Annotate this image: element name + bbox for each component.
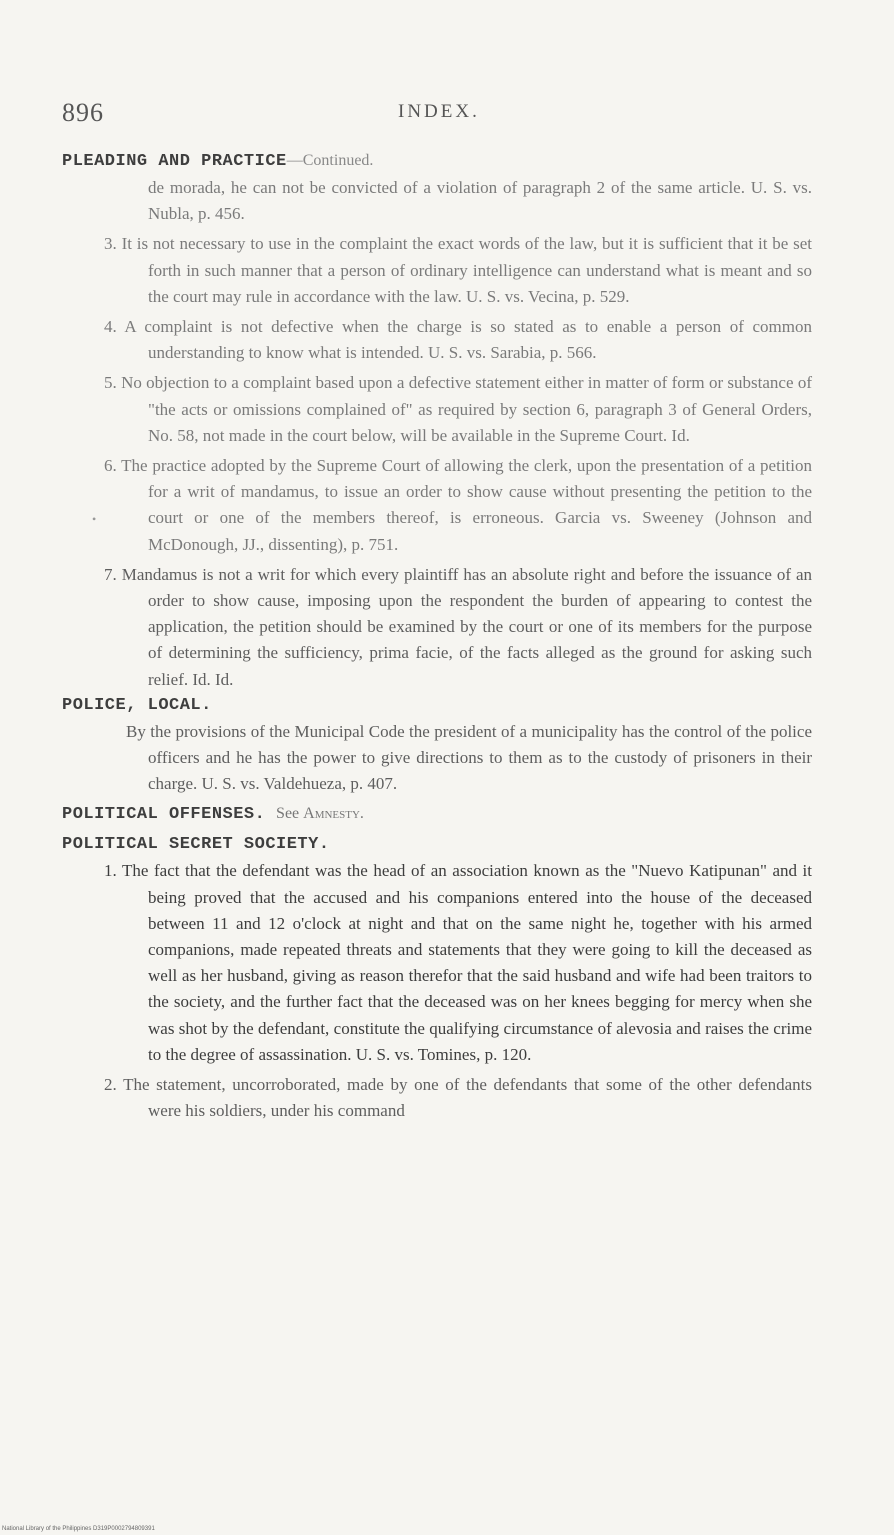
heading-text: PLEADING AND PRACTICE	[62, 152, 287, 171]
entry-pleading-4: 4. A complaint is not defective when the charge is so stated as to enable a person of common understanding to know what is intended. U. S. vs. Sarabia, p. 566.	[104, 317, 812, 363]
entry-carry-over: de morada, he can not be convicted of a violation of paragraph 2 of the same article. U. S. vs. Nubla, p. 456.	[148, 178, 812, 224]
heading-text: POLITICAL OFFENSES.	[62, 805, 266, 825]
index-text-block	[62, 148, 812, 1125]
running-head: INDEX.	[398, 101, 480, 122]
heading-pleading-and-practice	[62, 148, 812, 175]
stray-mark: •	[92, 512, 97, 526]
entry-pleading-7: 7. Mandamus is not a writ for which every plaintiff has an absolute right and before the issuance of an order to show cause, imposing upon the respondent the burden of appearing to contest the application, the petition should be examined by the court or one of its members for the purpose of determining the sufficiency, prima facie, of the facts alleged as the ground for asking such relief. Id. Id.	[104, 564, 812, 689]
page-number: 896	[62, 98, 104, 127]
see-label: See	[276, 805, 300, 823]
entry-pleading-5: 5. No objection to a complaint based upon a defective statement either in matter of form or substance of "the acts or omissions complained of" as required by section 6, paragraph 3 of General Orders, No. 58, not made in the court below, will be available in the Supreme Court. Id.	[104, 373, 812, 445]
entry-pleading-6: 6. The practice adopted by the Supreme Court of allowing the clerk, upon the presentation of a petition for a writ of mandamus, to issue an order to show cause without presenting the petition to the court or one of the members thereof, is erroneous. Garcia vs. Sweeney (Johnson and McDonough, JJ., dissenting), p. 751.	[104, 456, 812, 554]
scan-footer: National Library of the Philippines D319P0002794809391	[2, 1526, 155, 1532]
entry-secret-society-2: 2. The statement, uncorroborated, made by one of the defendants that some of the other defendants were his soldiers, under his command	[104, 1075, 812, 1121]
heading-police-local: POLICE, LOCAL.	[62, 695, 212, 715]
entry-police-local: By the provisions of the Municipal Code the president of a municipality has the control of the police officers and he has the power to give directions to them as to the custody of prisoners in their charge. U. S. vs. Valdehueza, p. 407.	[126, 721, 812, 794]
see-target: Amnesty.	[303, 805, 364, 823]
entry-secret-society-1: 1. The fact that the defendant was the head of an association known as the "Nuevo Katipunan" and it being proved that the accused and his companions entered into the house of the deceased between 11 and 12 o'clock at night and that on the same night he, together with his armed companions, made repeated threats and statements that they were going to kill the deceased as well as her husband, giving as reason therefor that the said husband and wife had been traitors to the society, and the further fact that the deceased was on her knees begging for mercy when she was shot by the defendant, constitute the qualifying circumstance of alevosia and raises the crime to the degree of assassination. U. S. vs. Tomines, p. 120.	[104, 861, 812, 1064]
heading-political-secret-society: POLITICAL SECRET SOCIETY.	[62, 835, 330, 855]
heading-political-offenses	[62, 801, 812, 828]
see-reference	[276, 805, 364, 822]
continued-label: —Continued.	[286, 152, 374, 169]
entry-pleading-3: 3. It is not necessary to use in the complaint the exact words of the law, but it is sufficient that it be set forth in such manner that a person of ordinary intelligence can understand what is meant and so the court may rule in accordance with the law. U. S. vs. Vecina, p. 529.	[104, 234, 812, 306]
